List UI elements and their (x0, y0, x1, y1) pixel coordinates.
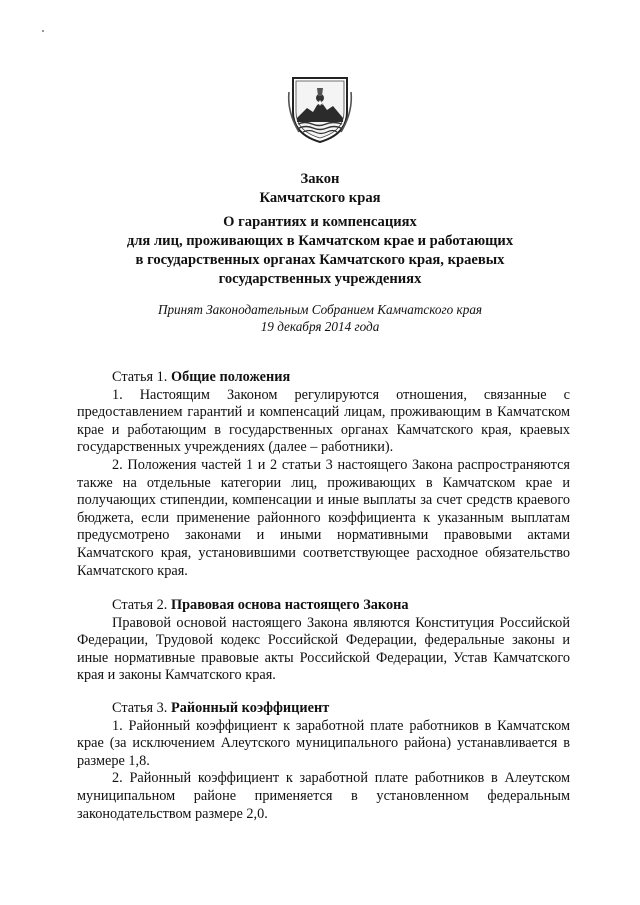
article-3 (77, 700, 570, 823)
law-title-line: в государственных органах Камчатского края, краевых (135, 252, 505, 268)
law-title-line: О гарантиях и компенсациях (223, 214, 417, 230)
region-label: Камчатского края (259, 190, 381, 206)
article-title: Районный коэффициент (170, 700, 330, 716)
law-label: Закон (300, 171, 340, 187)
law-title (0, 213, 640, 289)
adoption-body: Принят Законодательным Собранием Камчатского края (157, 302, 483, 317)
article-number: Статья 3. (112, 700, 168, 716)
article-heading (77, 369, 570, 387)
article-paragraph: 2. Районный коэффициент к заработной плате работников в Алеутском муниципальном районе применяется в установленном федеральным законодательством размере 2,0. (77, 770, 570, 822)
law-title-line: государственных учреждениях (218, 271, 422, 287)
adoption-note (0, 301, 640, 335)
document-header (0, 170, 640, 208)
article-paragraph: Правовой основой настоящего Закона являются Конституция Российской Федерации, Трудовой кодекс Российской Федерации, федеральные законы и иные нормативные правовые акты Российской Федерации, Устав Камчатского края и законы Камчатского края. (77, 614, 570, 684)
article-number: Статья 1. (112, 369, 168, 385)
article-paragraph: 2. Положения частей 1 и 2 статьи 3 настоящего Закона распространяются также на отдельные категории лиц, проживающих в Камчатском крае и получающих стипендии, компенсации и иные выплаты за счет средств краевого бюджета, если применение районного коэффициента к указанным выплатам предусмотрено законами и иными нормативными правовыми актами Камчатского края, установившими соответствующее расходное обязательство Камчатского края. (77, 456, 570, 579)
article-title: Правовая основа настоящего Закона (170, 597, 409, 613)
article-heading (77, 700, 570, 718)
article-heading (77, 597, 570, 615)
article-paragraph: 1. Районный коэффициент к заработной плате работников в Камчатском крае (за исключением Алеутского муниципального района) устанавливается в размере 1,8. (77, 717, 570, 769)
kamchatka-coat-of-arms-emblem (285, 72, 355, 144)
article-title: Общие положения (170, 369, 291, 385)
article-1 (77, 369, 570, 580)
law-title-line: для лиц, проживающих в Камчатском крае и работающих (126, 233, 514, 249)
article-paragraph: 1. Настоящим Законом регулируются отношения, связанные с предоставлением гарантий и компенсаций лицам, проживающим в Камчатском крае и работающим в государственных органах Камчатского края, краевых государственных учреждениях (далее – работники). (77, 386, 570, 456)
adoption-date: 19 декабря 2014 года (260, 319, 380, 334)
scan-speck (42, 30, 44, 32)
article-2 (77, 597, 570, 685)
article-number: Статья 2. (112, 597, 168, 613)
